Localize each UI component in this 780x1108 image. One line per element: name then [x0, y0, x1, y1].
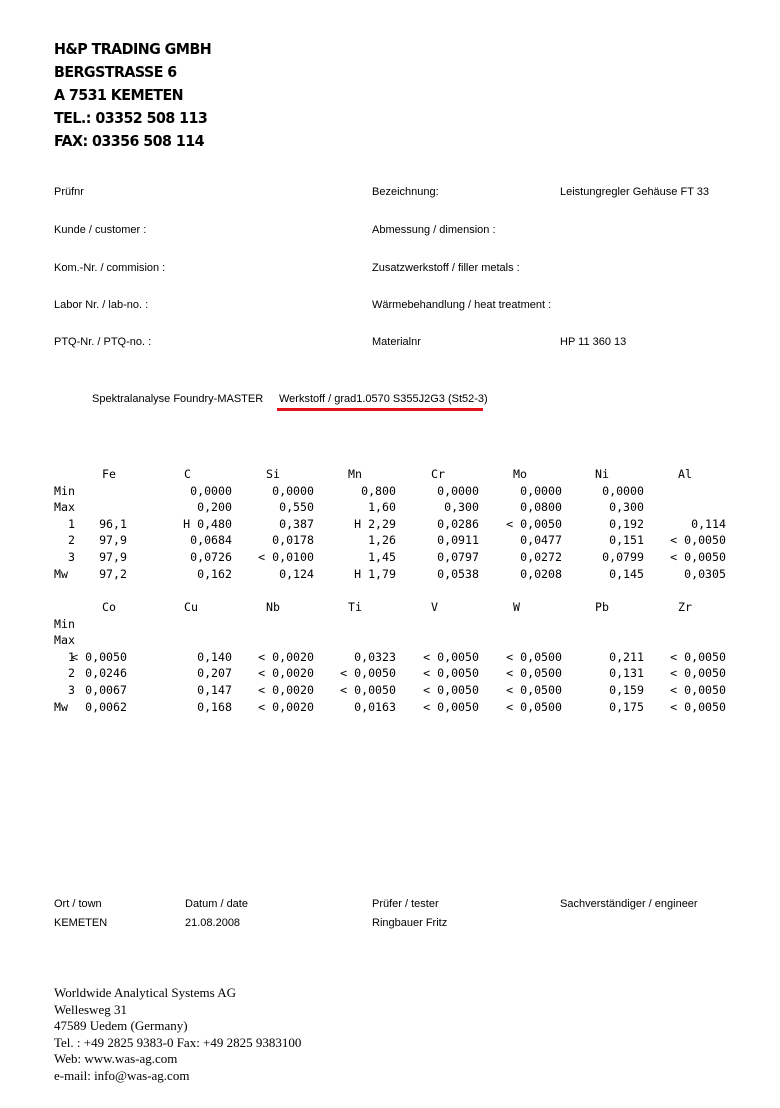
- table-cell: 97,9: [99, 533, 127, 548]
- pruefer-value: Ringbauer Fritz: [372, 917, 448, 929]
- table-cell: < 0,0050: [670, 666, 726, 681]
- table-cell: 0,0067: [85, 682, 127, 697]
- column-header: W: [513, 600, 520, 614]
- table-cell: < 0,0500: [506, 649, 562, 664]
- table-cell: 0,0726: [190, 549, 232, 564]
- table-cell: 0,0062: [85, 699, 127, 714]
- table-cell: 0,0000: [272, 483, 314, 498]
- table-row: [54, 500, 726, 517]
- table-cell: 0,0797: [437, 549, 479, 564]
- table-cell: 0,800: [361, 483, 396, 498]
- table-cell: < 0,0050: [423, 649, 479, 664]
- row-label: 2: [54, 666, 75, 681]
- bezeichnung-value: Leistungregler Gehäuse FT 33: [560, 186, 709, 198]
- column-header: Pb: [595, 600, 609, 614]
- table-cell: 0,387: [279, 516, 314, 531]
- footer-street: Wellesweg 31: [54, 1001, 127, 1017]
- table-cell: 0,147: [197, 682, 232, 697]
- ort-value: KEMETEN: [54, 917, 108, 929]
- row-label: 3: [54, 549, 75, 564]
- analysis-method: Spektralanalyse Foundry-MASTER: [92, 393, 264, 405]
- table-cell: 0,300: [609, 500, 644, 515]
- table-row: [54, 484, 726, 501]
- table-cell: < 0,0020: [258, 649, 314, 664]
- column-header: C: [184, 467, 191, 481]
- table-cell: 97,9: [99, 549, 127, 564]
- column-header: Mo: [513, 467, 527, 481]
- table-cell: 0,0538: [437, 566, 479, 581]
- row-label: Min: [54, 483, 75, 498]
- table-cell: 0,0163: [354, 699, 396, 714]
- table-cell: 0,124: [279, 566, 314, 581]
- ptq-label: PTQ-Nr. / PTQ-no. :: [54, 336, 152, 348]
- table-cell: 0,131: [609, 666, 644, 681]
- table-cell: 1,60: [368, 500, 396, 515]
- table-cell: 0,550: [279, 500, 314, 515]
- company-street: BERGSTRASSE 6: [54, 63, 177, 81]
- table-cell: < 0,0050: [670, 549, 726, 564]
- footer-address: [54, 985, 301, 1085]
- table-cell: 0,140: [197, 649, 232, 664]
- table-row: [54, 700, 726, 717]
- table-cell: < 0,0050: [670, 699, 726, 714]
- footer-web: Web: www.was-ag.com: [54, 1051, 178, 1067]
- table-cell: < 0,0100: [258, 549, 314, 564]
- table-cell: < 0,0050: [71, 649, 127, 664]
- table-cell: 96,1: [99, 516, 127, 531]
- table-cell: 0,0272: [520, 549, 562, 564]
- column-header: Ni: [595, 467, 609, 481]
- table-cell: H 1,79: [354, 566, 396, 581]
- row-label: 2: [54, 533, 75, 548]
- table-cell: < 0,0500: [506, 699, 562, 714]
- table-cell: 0,0000: [437, 483, 479, 498]
- column-header: Cu: [184, 600, 198, 614]
- pruefnr-label: Prüfnr: [54, 186, 84, 198]
- table-cell: 0,0684: [190, 533, 232, 548]
- table-cell: 0,0000: [520, 483, 562, 498]
- table-cell: < 0,0050: [506, 516, 562, 531]
- table-cell: 0,0246: [85, 666, 127, 681]
- table-cell: < 0,0050: [423, 699, 479, 714]
- table-cell: 0,0800: [520, 500, 562, 515]
- column-header: Zr: [678, 600, 692, 614]
- footer-email: e-mail: info@was-ag.com: [54, 1067, 190, 1083]
- table-cell: 0,145: [609, 566, 644, 581]
- table-cell: 0,0323: [354, 649, 396, 664]
- table-cell: 0,0305: [684, 566, 726, 581]
- table-row: [54, 517, 726, 534]
- pruefer-label: Prüfer / tester: [372, 898, 439, 910]
- table-cell: 0,192: [609, 516, 644, 531]
- table-header-row: [54, 600, 726, 617]
- ort-label: Ort / town: [54, 898, 102, 910]
- footer-city: 47589 Uedem (Germany): [54, 1018, 188, 1034]
- zusatz-label: Zusatzwerkstoff / filler metals :: [372, 262, 520, 274]
- table-cell: < 0,0050: [423, 666, 479, 681]
- column-header: Al: [678, 467, 692, 481]
- table-cell: 0,159: [609, 682, 644, 697]
- table-cell: 0,211: [609, 649, 644, 664]
- waerme-label: Wärmebehandlung / heat treatment :: [372, 299, 552, 311]
- column-header: Mn: [348, 467, 362, 481]
- table-cell: 0,114: [691, 516, 726, 531]
- table-row: [54, 567, 726, 584]
- column-header: Co: [102, 600, 116, 614]
- table-cell: < 0,0050: [670, 649, 726, 664]
- table-cell: 0,175: [609, 699, 644, 714]
- table-cell: 0,300: [444, 500, 479, 515]
- row-label: Mw: [54, 699, 68, 714]
- kom-label: Kom.-Nr. / commision :: [54, 262, 166, 274]
- row-label: 1: [54, 649, 75, 664]
- table-row: [54, 550, 726, 567]
- table-cell: H 2,29: [354, 516, 396, 531]
- table-cell: < 0,0020: [258, 682, 314, 697]
- table-cell: 0,0799: [602, 549, 644, 564]
- kunde-label: Kunde / customer :: [54, 224, 147, 236]
- table-row: [54, 666, 726, 683]
- column-header: V: [431, 600, 438, 614]
- analysis-grade: Werkstoff / grad1.0570 S355J2G3 (St52-3): [279, 393, 488, 405]
- datum-label: Datum / date: [185, 898, 248, 910]
- table-header-row: [54, 467, 726, 484]
- table-row: [54, 633, 726, 650]
- row-label: 3: [54, 682, 75, 697]
- company-header: [54, 38, 211, 153]
- element-table-1: [54, 467, 726, 583]
- table-cell: 0,0000: [190, 483, 232, 498]
- table-cell: 0,0208: [520, 566, 562, 581]
- row-label: 1: [54, 516, 75, 531]
- table-cell: 0,151: [609, 533, 644, 548]
- footer-phone: Tel. : +49 2825 9383-0 Fax: +49 2825 9383100: [54, 1034, 302, 1050]
- column-header: Nb: [266, 600, 280, 614]
- table-cell: 1,26: [368, 533, 396, 548]
- company-fax: FAX: 03356 508 114: [54, 132, 204, 150]
- company-tel: TEL.: 03352 508 113: [54, 109, 208, 127]
- column-header: Si: [266, 467, 280, 481]
- table-cell: 0,0286: [437, 516, 479, 531]
- row-label: Max: [54, 633, 75, 648]
- table-cell: < 0,0500: [506, 682, 562, 697]
- row-label: Min: [54, 616, 75, 631]
- table-cell: 0,162: [197, 566, 232, 581]
- table-cell: 0,0178: [272, 533, 314, 548]
- footer-company: Worldwide Analytical Systems AG: [54, 985, 237, 1000]
- table-cell: < 0,0050: [670, 533, 726, 548]
- labor-label: Labor Nr. / lab-no. :: [54, 299, 149, 311]
- table-cell: 0,207: [197, 666, 232, 681]
- company-name: H&P TRADING GMBH: [54, 40, 212, 58]
- datum-value: 21.08.2008: [185, 917, 241, 929]
- column-header: Cr: [431, 467, 445, 481]
- column-header: Ti: [348, 600, 362, 614]
- grade-underline: [277, 408, 483, 411]
- table-cell: 0,0477: [520, 533, 562, 548]
- abmessung-label: Abmessung / dimension :: [372, 224, 496, 236]
- table-cell: < 0,0050: [423, 682, 479, 697]
- table-row: [54, 533, 726, 550]
- element-table-2: [54, 600, 726, 716]
- material-value: HP 11 360 13: [560, 336, 627, 348]
- table-cell: < 0,0050: [670, 682, 726, 697]
- table-cell: 0,0911: [437, 533, 479, 548]
- table-row: [54, 650, 726, 667]
- material-label: Materialnr: [372, 336, 421, 348]
- column-header: Fe: [102, 467, 116, 481]
- sachverst-label: Sachverständiger / engineer: [560, 898, 698, 910]
- company-city: A 7531 KEMETEN: [54, 86, 184, 104]
- table-row: [54, 683, 726, 700]
- table-cell: < 0,0020: [258, 666, 314, 681]
- table-cell: 97,2: [99, 566, 127, 581]
- table-cell: 0,0000: [602, 483, 644, 498]
- bezeichnung-label: Bezeichnung:: [372, 186, 439, 198]
- table-cell: 0,200: [197, 500, 232, 515]
- table-cell: < 0,0050: [340, 682, 396, 697]
- row-label: Mw: [54, 566, 68, 581]
- row-label: Max: [54, 500, 75, 515]
- table-cell: < 0,0500: [506, 666, 562, 681]
- table-cell: 0,168: [197, 699, 232, 714]
- table-row: [54, 617, 726, 634]
- table-cell: < 0,0050: [340, 666, 396, 681]
- table-cell: H 0,480: [183, 516, 232, 531]
- table-cell: < 0,0020: [258, 699, 314, 714]
- table-cell: 1,45: [368, 549, 396, 564]
